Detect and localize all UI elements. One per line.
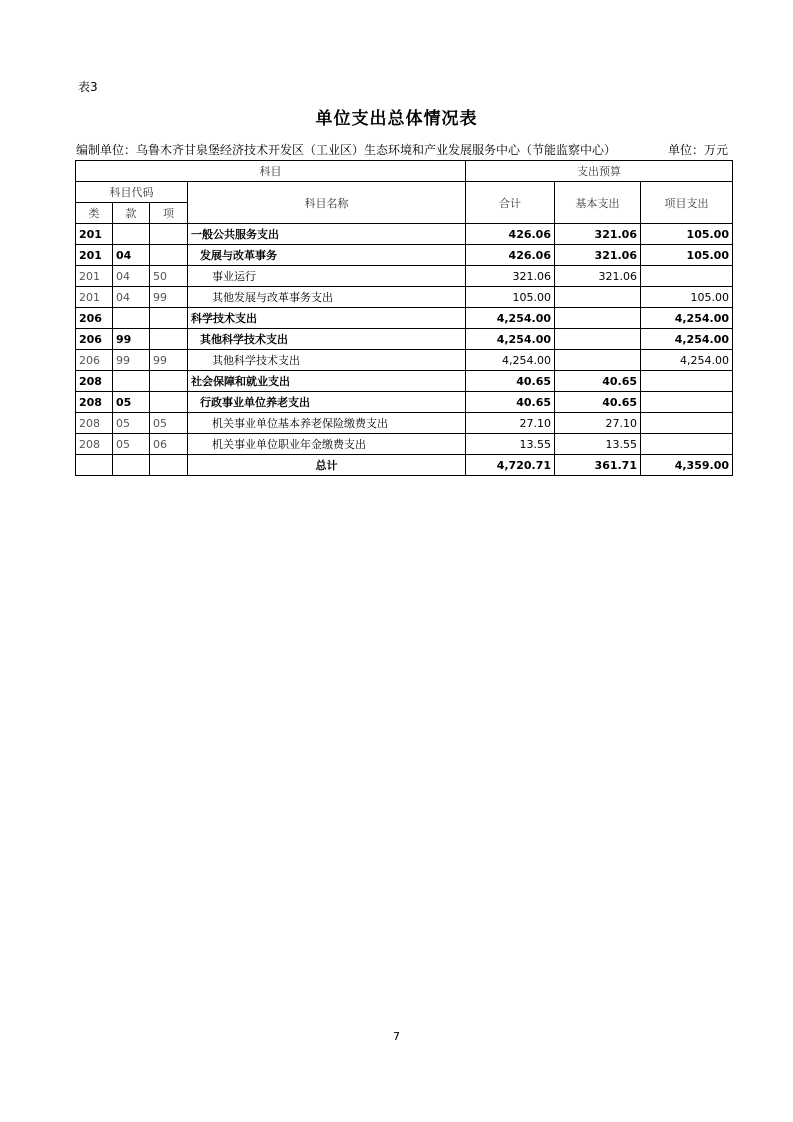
cell-project: 105.00 [641,224,733,245]
cell-xiang: 50 [150,266,188,287]
cell-basic [555,350,641,371]
cell-lei: 201 [76,287,113,308]
cell-project [641,371,733,392]
header-row-1 [76,161,733,182]
table-row [76,329,733,350]
cell-basic: 13.55 [555,434,641,455]
cell-subject-name: 行政事业单位养老支出 [188,392,466,413]
cell-lei: 206 [76,308,113,329]
cell-project [641,266,733,287]
compiling-unit-label: 编制单位：乌鲁木齐甘泉堡经济技术开发区（工业区）生态环境和产业发展服务中心（节能监察中心） [76,143,617,157]
table-row [76,287,733,308]
cell-xiang [150,392,188,413]
cell-basic: 321.06 [555,266,641,287]
total-project: 4,359.00 [641,455,733,476]
cell-kuan: 99 [113,350,150,371]
cell-lei: 201 [76,266,113,287]
cell-project: 4,254.00 [641,329,733,350]
header-basic: 基本支出 [555,182,641,224]
cell-subject-name: 科学技术支出 [188,308,466,329]
cell-basic [555,308,641,329]
cell-total: 4,254.00 [466,329,555,350]
total-row [76,455,733,476]
cell-xiang: 99 [150,350,188,371]
cell-project [641,413,733,434]
cell-kuan: 05 [113,434,150,455]
cell-lei: 206 [76,350,113,371]
cell-kuan: 05 [113,413,150,434]
table-row [76,434,733,455]
cell-kuan: 04 [113,287,150,308]
cell-kuan: 05 [113,392,150,413]
unit-line [76,141,728,158]
header-kuan: 款 [113,203,150,224]
cell-subject-name: 机关事业单位基本养老保险缴费支出 [188,413,466,434]
cell-xiang [150,308,188,329]
cell-basic: 27.10 [555,413,641,434]
header-subject-name: 科目名称 [188,182,466,224]
cell-basic: 40.65 [555,392,641,413]
cell-total: 4,254.00 [466,308,555,329]
cell-xiang [150,371,188,392]
header-expense-budget: 支出预算 [466,161,733,182]
cell-subject-name: 发展与改革事务 [188,245,466,266]
cell-subject-name: 其他发展与改革事务支出 [188,287,466,308]
cell-project [641,434,733,455]
cell-kuan [113,308,150,329]
cell-lei: 208 [76,371,113,392]
total-amount: 4,720.71 [466,455,555,476]
cell-lei: 208 [76,413,113,434]
cell-xiang: 99 [150,287,188,308]
header-project: 项目支出 [641,182,733,224]
cell-subject-name: 其他科学技术支出 [188,329,466,350]
cell-lei: 206 [76,329,113,350]
cell-total: 40.65 [466,392,555,413]
table-row [76,224,733,245]
cell-total: 27.10 [466,413,555,434]
table-row [76,266,733,287]
header-lei: 类 [76,203,113,224]
cell-kuan: 99 [113,329,150,350]
cell-empty [76,455,113,476]
cell-kuan: 04 [113,245,150,266]
cell-basic: 321.06 [555,224,641,245]
cell-subject-name: 机关事业单位职业年金缴费支出 [188,434,466,455]
table-row [76,245,733,266]
table-number: 表3 [78,80,98,94]
header-row-2 [76,182,733,203]
cell-project: 105.00 [641,287,733,308]
cell-project: 4,254.00 [641,308,733,329]
cell-basic [555,287,641,308]
cell-empty [113,455,150,476]
total-basic: 361.71 [555,455,641,476]
header-subject-code: 科目代码 [76,182,188,203]
cell-xiang [150,329,188,350]
table-row [76,413,733,434]
cell-subject-name: 社会保障和就业支出 [188,371,466,392]
cell-kuan [113,371,150,392]
cell-subject-name: 其他科学技术支出 [188,350,466,371]
cell-xiang: 05 [150,413,188,434]
cell-basic: 40.65 [555,371,641,392]
cell-kuan [113,224,150,245]
expense-summary-table [75,160,733,476]
cell-basic [555,329,641,350]
cell-total: 13.55 [466,434,555,455]
cell-lei: 208 [76,434,113,455]
cell-basic: 321.06 [555,245,641,266]
table-row [76,392,733,413]
cell-total: 426.06 [466,245,555,266]
cell-total: 426.06 [466,224,555,245]
cell-xiang [150,245,188,266]
cell-empty [150,455,188,476]
page-title: 单位支出总体情况表 [315,109,478,129]
cell-subject-name: 一般公共服务支出 [188,224,466,245]
cell-xiang: 06 [150,434,188,455]
cell-lei: 201 [76,224,113,245]
cell-lei: 208 [76,392,113,413]
table-row [76,371,733,392]
cell-project: 4,254.00 [641,350,733,371]
table-row [76,308,733,329]
table-row [76,350,733,371]
cell-kuan: 04 [113,266,150,287]
header-total: 合计 [466,182,555,224]
cell-project [641,392,733,413]
cell-total: 321.06 [466,266,555,287]
currency-unit-label: 单位：万元 [667,143,728,157]
cell-subject-name: 事业运行 [188,266,466,287]
cell-total: 4,254.00 [466,350,555,371]
cell-xiang [150,224,188,245]
header-subject: 科目 [76,161,466,182]
cell-total: 40.65 [466,371,555,392]
header-xiang: 项 [150,203,188,224]
cell-project: 105.00 [641,245,733,266]
cell-total: 105.00 [466,287,555,308]
cell-lei: 201 [76,245,113,266]
page-number: 7 [393,1030,400,1043]
total-label: 总计 [188,455,466,476]
